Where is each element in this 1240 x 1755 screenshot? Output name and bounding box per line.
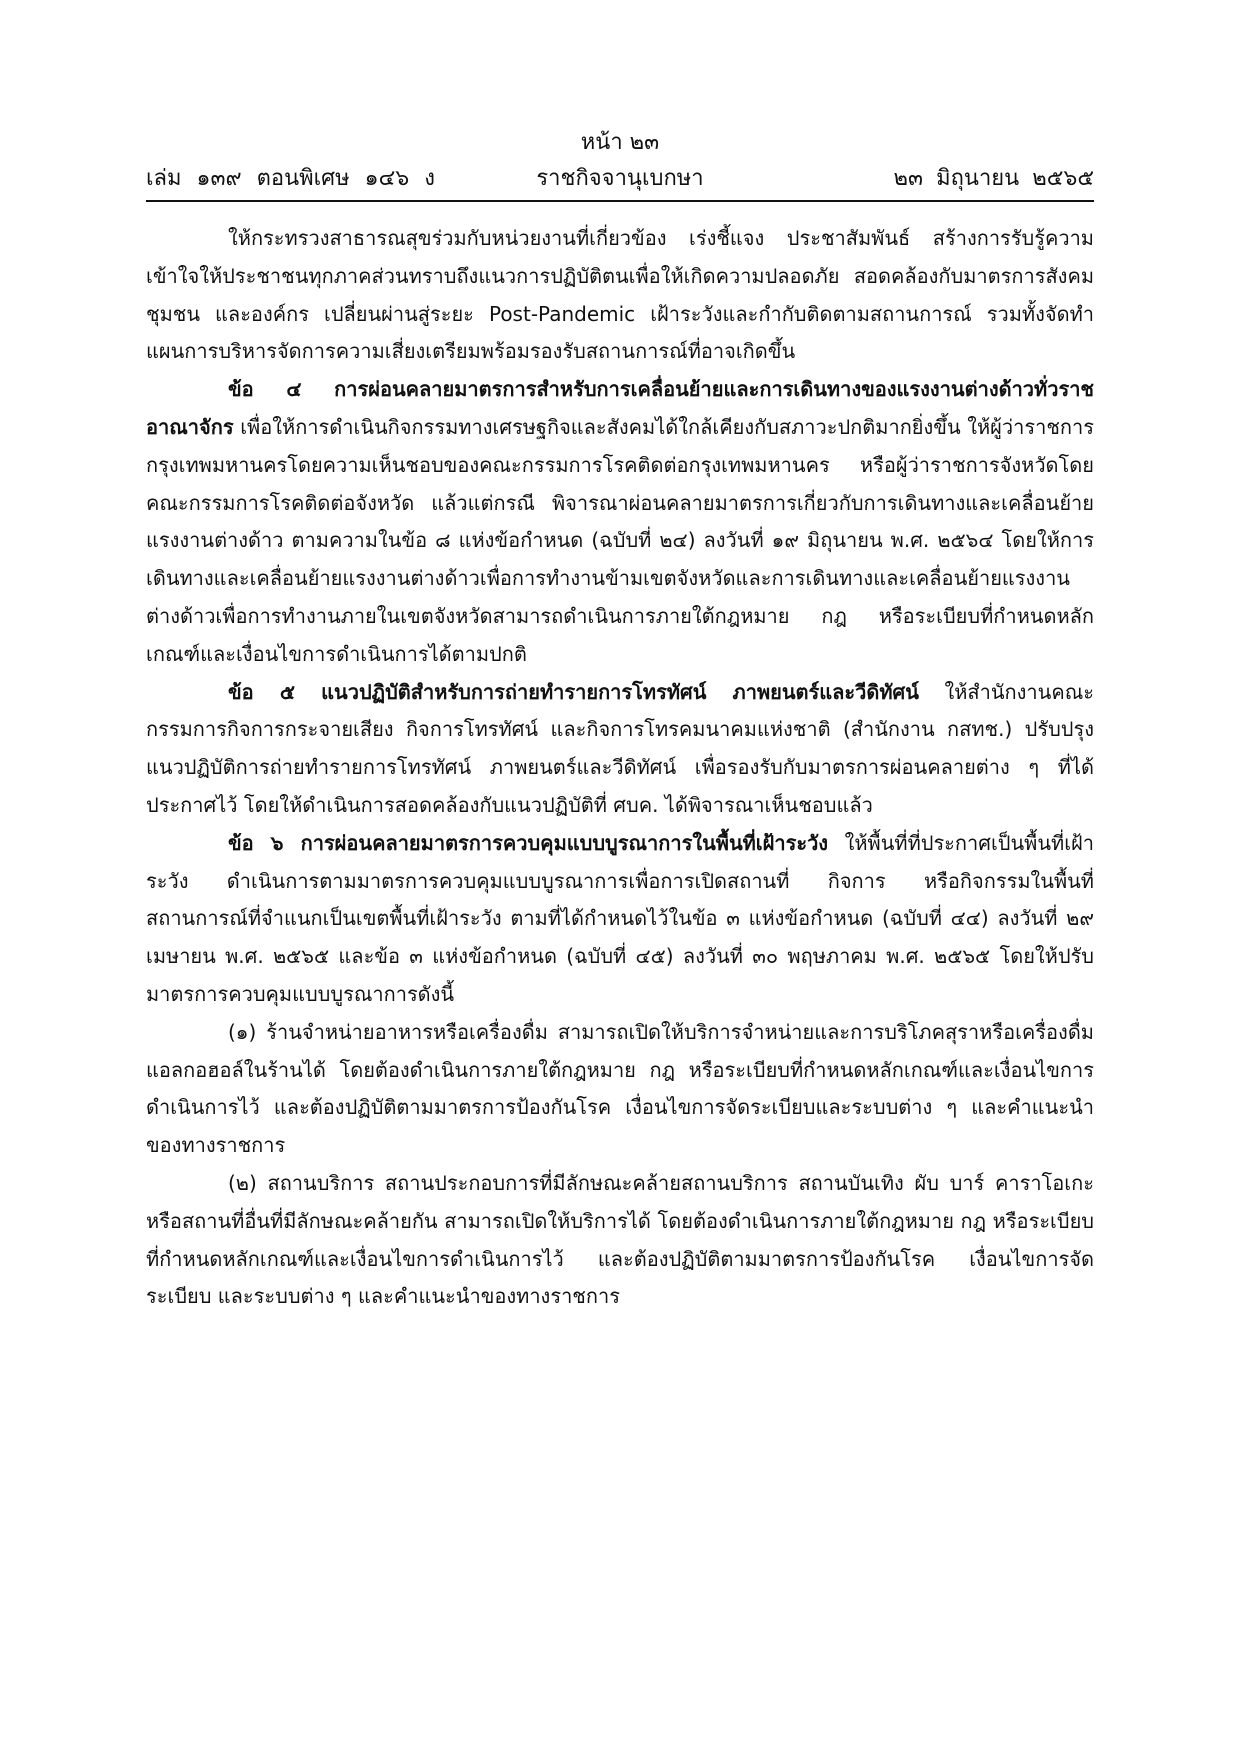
- clause-4-title: ข้อ ๔ การผ่อนคลายมาตรการสำหรับการเคลื่อนย้ายและการเดินทางของแรงงานต่างด้าวทั่วราชอาณาจักร: [146, 377, 1094, 439]
- paragraph-ministry-of-health: ให้กระทรวงสาธารณสุขร่วมกับหน่วยงานที่เกี่ยวข้อง เร่งชี้แจง ประชาสัมพันธ์ สร้างการรับรู้ความเข้าใจให้ประชาชนทุกภาคส่วนทราบถึงแนวการปฏิบัติตนเพื่อให้เกิดความปลอดภัย สอดคล้องกับมาตรการสังคม ชุมชน และองค์กร เปลี่ยนผ่านสู่ระยะ Post-Pandemic เฝ้าระวังและกำกับติดตามสถานการณ์ รวมทั้งจัดทำแผนการบริหารจัดการความเสี่ยงเตรียมพร้อมรองรับสถานการณ์ที่อาจเกิดขึ้น: [146, 226, 1094, 364]
- page-number: หน้า ๒๓: [580, 130, 660, 155]
- clause-5-text: ให้สำนักงานคณะกรรมการกิจการกระจายเสียง กิจการโทรทัศน์ และกิจการโทรคมนาคมแห่งชาติ (สำนักงาน กสทช.) ปรับปรุงแนวปฏิบัติการถ่ายทำรายการโทรทัศน์ ภาพยนตร์และวีดิทัศน์ เพื่อรองรับกับมาตรการผ่อนคลายต่าง ๆ ที่ได้ประกาศไว้ โดยให้ดำเนินการสอดคล้องกับแนวปฏิบัติที่ ศบค. ได้พิจารณาเห็นชอบแล้ว: [146, 679, 1094, 817]
- gazette-header: [146, 164, 1094, 198]
- document-body: [146, 220, 1094, 1316]
- header-rule: [146, 200, 1094, 202]
- volume-issue: เล่ม ๑๓๙ ตอนพิเศษ ๑๔๖ ง: [146, 166, 435, 191]
- publication-name: ราชกิจจานุเบกษา: [536, 166, 704, 191]
- clause-4-text: เพื่อให้การดำเนินกิจกรรมทางเศรษฐกิจและสังคมได้ใกล้เคียงกับสภาวะปกติมากยิ่งขึ้น ให้ผู้ว่าราชการกรุงเทพมหานครโดยความเห็นชอบของคณะกรรมการโรคติดต่อกรุงเทพมหานคร หรือผู้ว่าราชการจังหวัดโดยคณะกรรมการโรคติดต่อจังหวัด แล้วแต่กรณี พิจารณาผ่อนคลายมาตรการเกี่ยวกับการเดินทางและเคลื่อนย้ายแรงงานต่างด้าว ตามความในข้อ ๘ แห่งข้อกำหนด (ฉบับที่ ๒๔) ลงวันที่ ๑๙ มิถุนายน พ.ศ. ๒๕๖๔ โดยให้การเดินทางและเคลื่อนย้ายแรงงานต่างด้าวเพื่อการทำงานข้ามเขตจังหวัดและการเดินทางและเคลื่อนย้ายแรงงานต่างด้าวเพื่อการทำงานภายในเขตจังหวัดสามารถดำเนินการภายใต้กฎหมาย กฎ หรือระเบียบที่กำหนดหลักเกณฑ์และเงื่อนไขการดำเนินการได้ตามปกติ: [146, 414, 1094, 666]
- clause-5: [146, 674, 1094, 825]
- clause-6-item-2: (๒) สถานบริการ สถานประกอบการที่มีลักษณะคล้ายสถานบริการ สถานบันเทิง ผับ บาร์ คาราโอเกะหรือสถานที่อื่นที่มีลักษณะคล้ายกัน สามารถเปิดให้บริการได้ โดยต้องดำเนินการภายใต้กฎหมาย กฎ หรือระเบียบที่กำหนดหลักเกณฑ์และเงื่อนไขการดำเนินการไว้ และต้องปฏิบัติตามมาตรการป้องกันโรค เงื่อนไขการจัดระเบียบ และระบบต่าง ๆ และคำแนะนำของทางราชการ: [146, 1170, 1094, 1309]
- publication-date: ๒๓ มิถุนายน ๒๕๖๕: [893, 166, 1094, 191]
- clause-6-item-1: (๑) ร้านจำหน่ายอาหารหรือเครื่องดื่ม สามารถเปิดให้บริการจำหน่ายและการบริโภคสุราหรือเครื่องดื่มแอลกอฮอล์ในร้านได้ โดยต้องดำเนินการภายใต้กฎหมาย กฎ หรือระเบียบที่กำหนดหลักเกณฑ์และเงื่อนไขการดำเนินการไว้ และต้องปฏิบัติตามมาตรการป้องกันโรค เงื่อนไขการจัดระเบียบและระบบต่าง ๆ และคำแนะนำของทางราชการ: [146, 1019, 1094, 1158]
- clause-6-title: ข้อ ๖ การผ่อนคลายมาตรการควบคุมแบบบูรณาการในพื้นที่เฝ้าระวัง: [228, 830, 829, 855]
- clause-4: [146, 371, 1094, 673]
- clause-6: [146, 825, 1094, 1014]
- clause-5-title: ข้อ ๕ แนวปฏิบัติสำหรับการถ่ายทำรายการโทรทัศน์ ภาพยนตร์และวีดิทัศน์: [228, 679, 919, 704]
- clause-6-text: ให้พื้นที่ที่ประกาศเป็นพื้นที่เฝ้าระวัง ดำเนินการตามมาตรการควบคุมแบบบูรณาการเพื่อการเปิดสถานที่ กิจการ หรือกิจกรรมในพื้นที่สถานการณ์ที่จำแนกเป็นเขตพื้นที่เฝ้าระวัง ตามที่ได้กำหนดไว้ในข้อ ๓ แห่งข้อกำหนด (ฉบับที่ ๔๔) ลงวันที่ ๒๙ เมษายน พ.ศ. ๒๕๖๕ และข้อ ๓ แห่งข้อกำหนด (ฉบับที่ ๔๕) ลงวันที่ ๓๐ พฤษภาคม พ.ศ. ๒๕๖๕ โดยให้ปรับมาตรการควบคุมแบบบูรณาการดังนี้: [146, 830, 1094, 1006]
